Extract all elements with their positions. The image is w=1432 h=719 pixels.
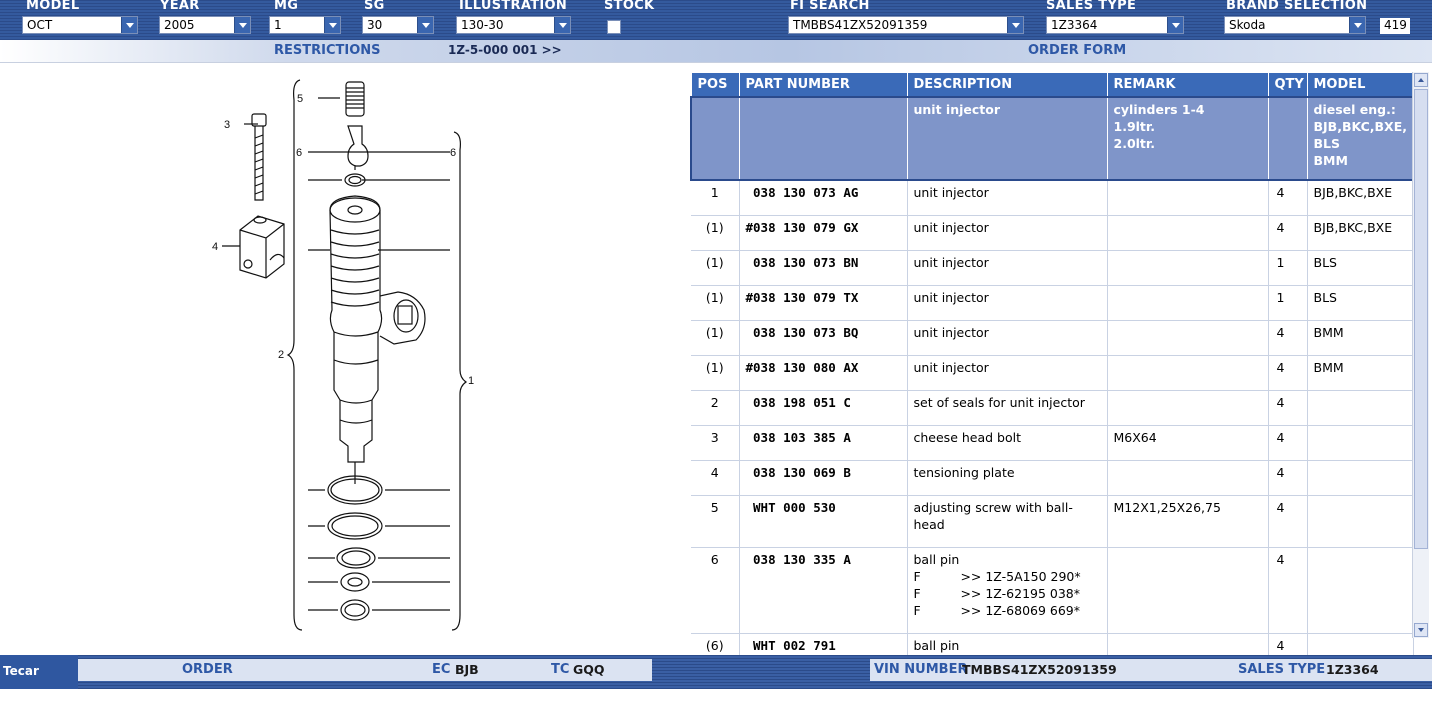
col-description[interactable]: DESCRIPTION [907, 73, 1107, 98]
tc-value: GQQ [573, 662, 605, 677]
table-row[interactable]: 5 WHT 000 530 adjusting screw with ball- head M12X1,25X26,75 4 [691, 496, 1413, 548]
table-scrollbar[interactable] [1412, 72, 1429, 638]
chevron-down-icon[interactable] [121, 17, 137, 33]
tecar-forum-link[interactable]: Tecar Forum [0, 655, 78, 689]
reference-line[interactable]: F >> 1Z-62195 038* [913, 586, 1081, 601]
tc-label: TC [551, 662, 570, 677]
col-qty[interactable]: QTY [1268, 73, 1307, 98]
filter-bar [0, 0, 1432, 40]
model-select[interactable]: OCT [22, 16, 138, 34]
year-select[interactable]: 2005 [159, 16, 251, 34]
fi-search-select[interactable]: TMBBS41ZX52091359 [788, 16, 1024, 34]
table-row[interactable]: (1) 038 130 073 BN unit injector 1 BLS [691, 251, 1413, 286]
callout-4[interactable]: 4 [212, 241, 219, 253]
callout-6-right[interactable]: 6 [450, 147, 457, 159]
brand-select[interactable]: Skoda [1224, 16, 1366, 34]
sales-type-value: 1Z3364 [1326, 662, 1379, 677]
callout-3[interactable]: 3 [224, 119, 231, 131]
table-header [691, 73, 1413, 98]
parts-illustration[interactable] [200, 70, 500, 640]
vin-value: TMBBS41ZX52091359 [962, 662, 1117, 677]
sales-type-label: SALES TYPE [1046, 0, 1137, 13]
order-table [690, 72, 1414, 669]
model-label: MODEL [26, 0, 80, 13]
fi-search-label: FI SEARCH [790, 0, 870, 13]
col-model[interactable]: MODEL [1307, 73, 1413, 98]
illustration-label: ILLUSTRATION [459, 0, 568, 13]
table-row[interactable]: (1) #038 130 079 TX unit injector 1 BLS [691, 286, 1413, 321]
col-part-number[interactable]: PART NUMBER [739, 73, 907, 98]
table-row[interactable]: 3 038 103 385 A cheese head bolt M6X64 4 [691, 426, 1413, 461]
table-row[interactable]: 1 038 130 073 AG unit injector 4 BJB,BKC,BXE [691, 180, 1413, 216]
illustration-path[interactable]: 1Z-5-000 001 >> [448, 43, 562, 57]
chevron-down-icon[interactable] [554, 17, 570, 33]
chevron-down-icon[interactable] [417, 17, 433, 33]
ec-label: EC [432, 662, 451, 677]
chevron-down-icon[interactable] [1007, 17, 1023, 33]
table-row[interactable]: 4 038 130 069 B tensioning plate 4 [691, 461, 1413, 496]
order-link[interactable]: ORDER [182, 662, 233, 677]
scroll-thumb[interactable] [1414, 89, 1428, 549]
col-pos[interactable]: POS [691, 73, 739, 98]
sales-type-label: SALES TYPE [1238, 662, 1326, 677]
sg-select[interactable]: 30 [362, 16, 434, 34]
table-row[interactable]: (6) WHT 002 791 ball pin 4 [691, 634, 1413, 669]
result-count: 419 [1380, 18, 1410, 34]
callout-1[interactable]: 1 [468, 375, 475, 387]
sg-label: SG [364, 0, 385, 13]
mg-label: MG [274, 0, 299, 13]
vin-label: VIN NUMBER [874, 662, 968, 677]
callout-6-left[interactable]: 6 [296, 147, 303, 159]
callout-2[interactable]: 2 [278, 349, 285, 361]
year-label: YEAR [160, 0, 200, 13]
stock-label: STOCK [604, 0, 655, 13]
brand-selection-label: BRAND SELECTION [1226, 0, 1368, 13]
chevron-down-icon[interactable] [234, 17, 250, 33]
col-remark[interactable]: REMARK [1107, 73, 1268, 98]
unit-injector-drawing [200, 70, 500, 640]
scroll-down-icon[interactable] [1414, 623, 1428, 637]
chevron-down-icon[interactable] [324, 17, 340, 33]
mg-select[interactable]: 1 [269, 16, 341, 34]
order-table-container [690, 72, 1412, 653]
order-form-link[interactable]: ORDER FORM [1028, 43, 1127, 58]
reference-line[interactable]: F >> 1Z-68069 669* [913, 603, 1081, 618]
restrictions-link[interactable]: RESTRICTIONS [274, 43, 381, 58]
table-row[interactable]: (1) #038 130 079 GX unit injector 4 BJB,BKC,BXE [691, 216, 1413, 251]
table-row[interactable]: 6 038 130 335 A ball pin F >> 1Z-5A150 290* F >> 1Z-62195 038* F >> 1Z-68069 669* 4 [691, 548, 1413, 634]
table-row[interactable]: (1) 038 130 073 BQ unit injector 4 BMM [691, 321, 1413, 356]
chevron-down-icon[interactable] [1167, 17, 1183, 33]
sales-type-select[interactable]: 1Z3364 [1046, 16, 1184, 34]
stock-checkbox[interactable] [607, 20, 621, 34]
selected-table-row[interactable]: unit injector cylinders 1-4 1.9ltr. 2.0ltr. diesel eng.: BJB,BKC,BXE, BLS BMM [691, 97, 1413, 180]
callout-5[interactable]: 5 [297, 93, 304, 105]
ec-value: BJB [455, 662, 479, 677]
reference-line[interactable]: F >> 1Z-5A150 290* [913, 569, 1081, 584]
table-row[interactable]: (1) #038 130 080 AX unit injector 4 BMM [691, 356, 1413, 391]
illustration-select[interactable]: 130-30 [456, 16, 571, 34]
sub-bar [0, 40, 1432, 63]
status-bar [0, 655, 1432, 689]
chevron-down-icon[interactable] [1349, 17, 1365, 33]
scroll-up-icon[interactable] [1414, 73, 1428, 87]
table-row[interactable]: 2 038 198 051 C set of seals for unit injector 4 [691, 391, 1413, 426]
